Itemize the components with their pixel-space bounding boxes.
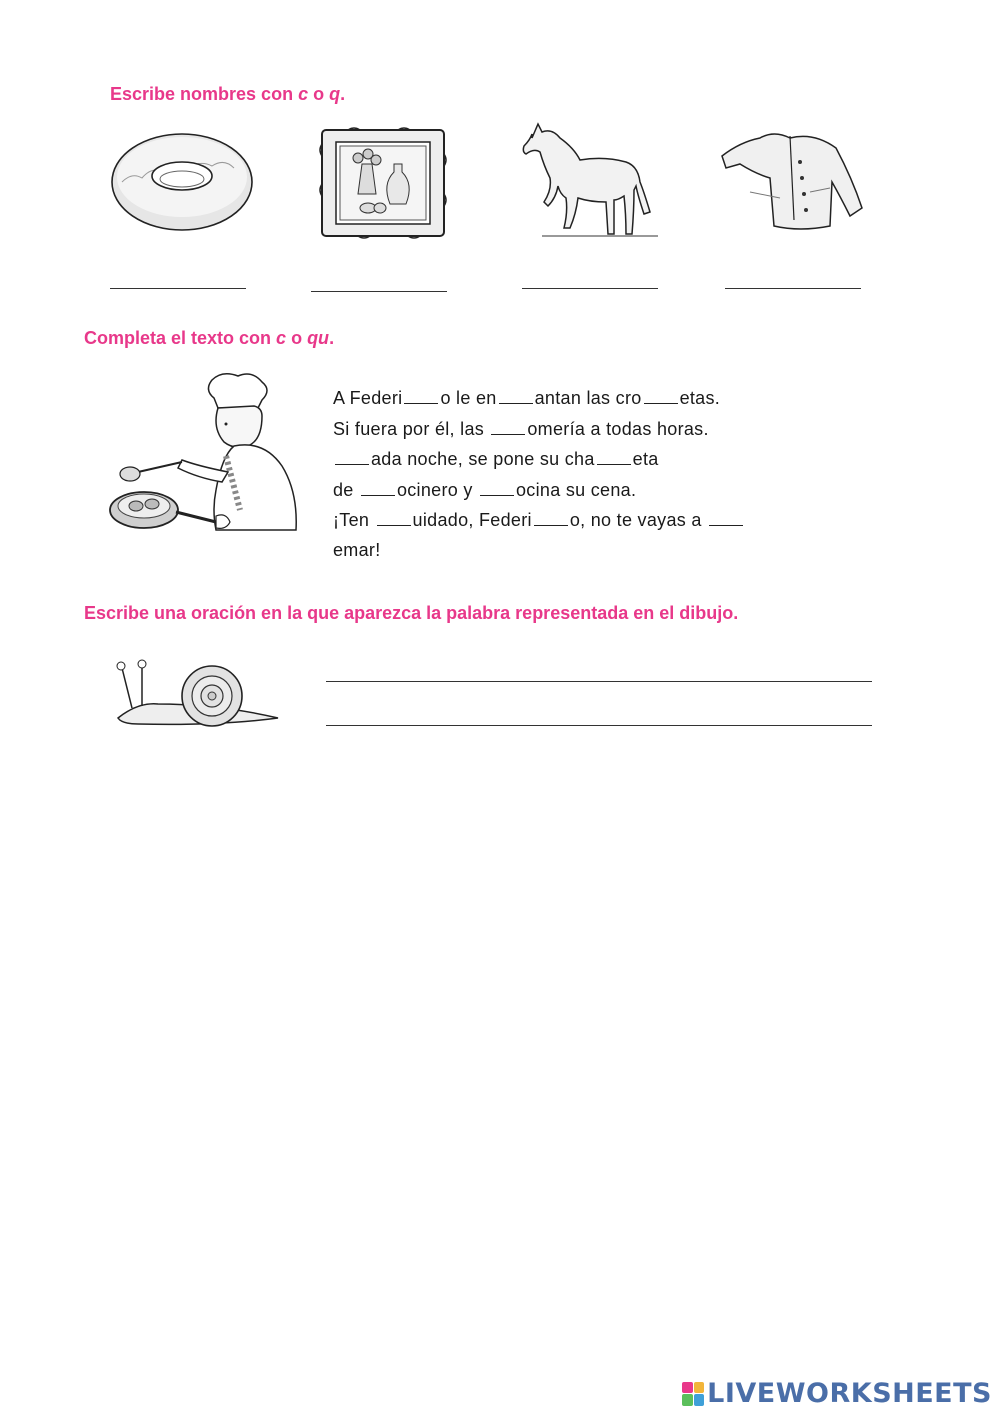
logo-square-4	[694, 1394, 705, 1406]
liveworksheets-logo	[682, 1378, 992, 1409]
heading-end: .	[329, 328, 335, 348]
heading-conj: o	[308, 84, 330, 104]
donut-image	[108, 130, 256, 234]
snail-image	[108, 652, 288, 732]
text-line-1	[333, 388, 720, 409]
blank-input[interactable]	[491, 420, 525, 435]
writing-line-1[interactable]	[326, 681, 872, 682]
letter-qu: qu	[307, 328, 330, 348]
text-line-3	[333, 449, 659, 470]
text-segment: omería a todas horas.	[527, 419, 709, 439]
text-segment: ¡Ten	[333, 510, 375, 530]
chef-image	[108, 372, 300, 540]
heading-conj: o	[286, 328, 308, 348]
blank-input[interactable]	[335, 450, 369, 465]
heading-text: Completa el texto con	[84, 328, 277, 348]
jacket-image	[720, 132, 866, 232]
text-segment: ocina su cena.	[515, 480, 637, 500]
section1-heading	[110, 84, 345, 105]
text-line-5	[333, 510, 745, 531]
text-segment: A Federi	[333, 388, 403, 408]
answer-line-jacket[interactable]	[725, 288, 861, 289]
letter-c: c	[276, 328, 287, 348]
blank-input[interactable]	[499, 389, 533, 404]
answer-line-horse[interactable]	[522, 288, 658, 289]
text-segment: Si fuera por él, las	[333, 419, 490, 439]
answer-line-picture[interactable]	[311, 291, 447, 292]
letter-c: c	[298, 84, 309, 104]
blank-input[interactable]	[597, 450, 631, 465]
text-segment: uidado, Federi	[412, 510, 532, 530]
text-segment: eta	[632, 449, 659, 469]
blank-input[interactable]	[644, 389, 678, 404]
text-line-4	[333, 480, 636, 501]
writing-line-2[interactable]	[326, 725, 872, 726]
logo-square-3	[682, 1394, 693, 1406]
text-segment: ada noche, se pone su cha	[371, 449, 595, 469]
horse-image	[522, 118, 662, 240]
logo-square-1	[682, 1382, 693, 1394]
logo-text: LIVEWORKSHEETS	[707, 1378, 992, 1409]
blank-input[interactable]	[361, 481, 395, 496]
blank-input[interactable]	[377, 511, 411, 526]
text-line-6	[333, 540, 381, 561]
text-segment: etas.	[679, 388, 721, 408]
answer-line-donut[interactable]	[110, 288, 246, 289]
blank-input[interactable]	[709, 511, 743, 526]
picture-frame-image	[318, 124, 448, 242]
text-segment: antan las cro	[534, 388, 642, 408]
letter-q: q	[329, 84, 341, 104]
text-segment: o le en	[440, 388, 497, 408]
logo-mark-icon	[682, 1382, 704, 1406]
blank-input[interactable]	[404, 389, 438, 404]
text-segment: emar!	[333, 540, 381, 560]
heading-end: .	[340, 84, 346, 104]
blank-input[interactable]	[534, 511, 568, 526]
heading-text: Escribe nombres con	[110, 84, 299, 104]
logo-square-2	[694, 1382, 705, 1394]
blank-input[interactable]	[480, 481, 514, 496]
section2-heading	[84, 328, 334, 349]
text-segment: o, no te vayas a	[569, 510, 707, 530]
text-segment: ocinero y	[396, 480, 478, 500]
section3-heading: Escribe una oración en la que aparezca la palabra representada en el dibujo.	[84, 603, 739, 623]
text-line-2	[333, 419, 709, 440]
text-segment: de	[333, 480, 359, 500]
